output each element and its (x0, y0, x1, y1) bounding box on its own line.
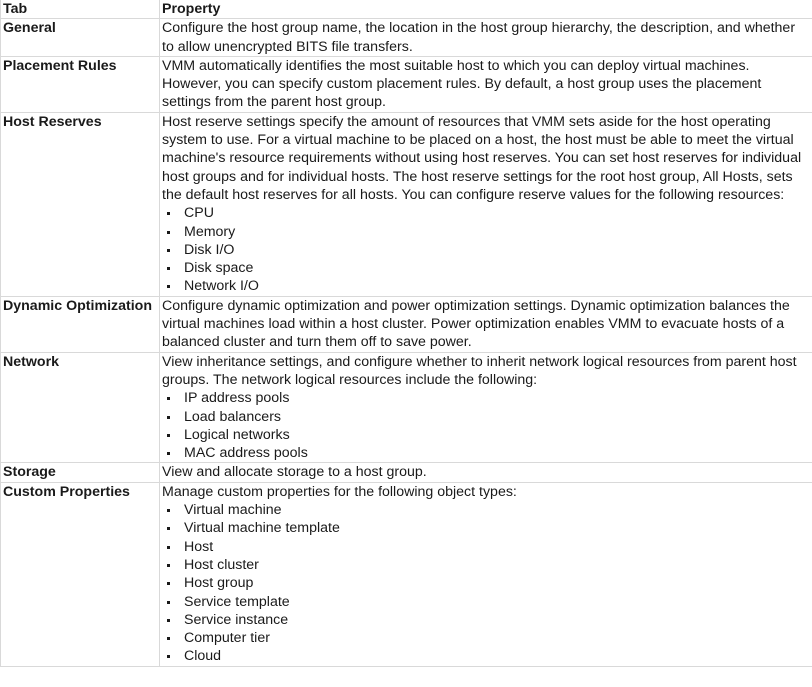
header-property: Property (160, 0, 812, 19)
property-text: Host reserve settings specify the amount of resources that VMM sets aside for the host operating system to use. For a virtual machine to be placed on a host, the host must be able to meet the virtual machine's resource requirements without using host reserves. You can set host reserves for individual host groups and for individual hosts. The host reserve settings for the root host group, All Hosts, sets the default host reserves for all hosts. You can configure reserve values for the following resources: (162, 113, 802, 203)
list-item: Host group (162, 574, 808, 592)
property-cell (160, 482, 812, 666)
tab-name: Custom Properties (1, 482, 160, 666)
list-item: Service instance (162, 611, 808, 629)
property-text: Configure dynamic optimization and power optimization settings. Dynamic optimization balances the virtual machines load within a host cluster. Power optimization enables VMM to evacuate hosts of a balanced cluster and turn them off to save power. (162, 297, 790, 351)
list-item: Virtual machine (162, 501, 808, 519)
property-text: View and allocate storage to a host group. (162, 464, 427, 481)
table-row-custom-properties (1, 482, 812, 666)
list-item: Virtual machine template (162, 519, 808, 537)
table-row-dynamic-optimization (1, 296, 812, 352)
tab-name: Network (1, 352, 160, 463)
table-row-storage (1, 463, 812, 482)
list-item: MAC address pools (162, 444, 808, 462)
object-type-list (162, 501, 808, 666)
list-item: Host (162, 538, 808, 556)
property-cell (160, 463, 812, 482)
property-cell (160, 19, 812, 57)
tab-name: Dynamic Optimization (1, 296, 160, 352)
property-text: View inheritance settings, and configure whether to inherit network logical resources from parent host groups. The network logical resources include the following: (162, 353, 797, 388)
tab-name: Host Reserves (1, 112, 160, 296)
table-row-network (1, 352, 812, 463)
property-text: Configure the host group name, the location in the host group hierarchy, the description, and whether to allow unencrypted BITS file transfers. (162, 20, 796, 55)
list-item: Network I/O (162, 277, 808, 295)
list-item: Computer tier (162, 629, 808, 647)
network-resource-list (162, 389, 808, 462)
table-row-placement-rules (1, 56, 812, 112)
list-item: Host cluster (162, 556, 808, 574)
list-item: Memory (162, 223, 808, 241)
list-item: Load balancers (162, 408, 808, 426)
property-cell (160, 56, 812, 112)
list-item: Disk I/O (162, 241, 808, 259)
table-row-host-reserves (1, 112, 812, 296)
tab-name: Placement Rules (1, 56, 160, 112)
list-item: Service template (162, 593, 808, 611)
property-cell (160, 296, 812, 352)
list-item: Cloud (162, 647, 808, 665)
property-text: Manage custom properties for the following object types: (162, 483, 517, 500)
property-cell (160, 352, 812, 463)
list-item: CPU (162, 204, 808, 222)
tab-name: Storage (1, 463, 160, 482)
header-row (1, 0, 812, 19)
property-text: VMM automatically identifies the most suitable host to which you can deploy virtual machines. However, you can specify custom placement rules. By default, a host group uses the placement settings from the parent host group. (162, 57, 762, 111)
tab-name: General (1, 19, 160, 57)
list-item: Logical networks (162, 426, 808, 444)
table-row-general (1, 19, 812, 57)
header-tab: Tab (1, 0, 160, 19)
property-cell (160, 112, 812, 296)
resource-list (162, 204, 808, 295)
list-item: IP address pools (162, 389, 808, 407)
list-item: Disk space (162, 259, 808, 277)
